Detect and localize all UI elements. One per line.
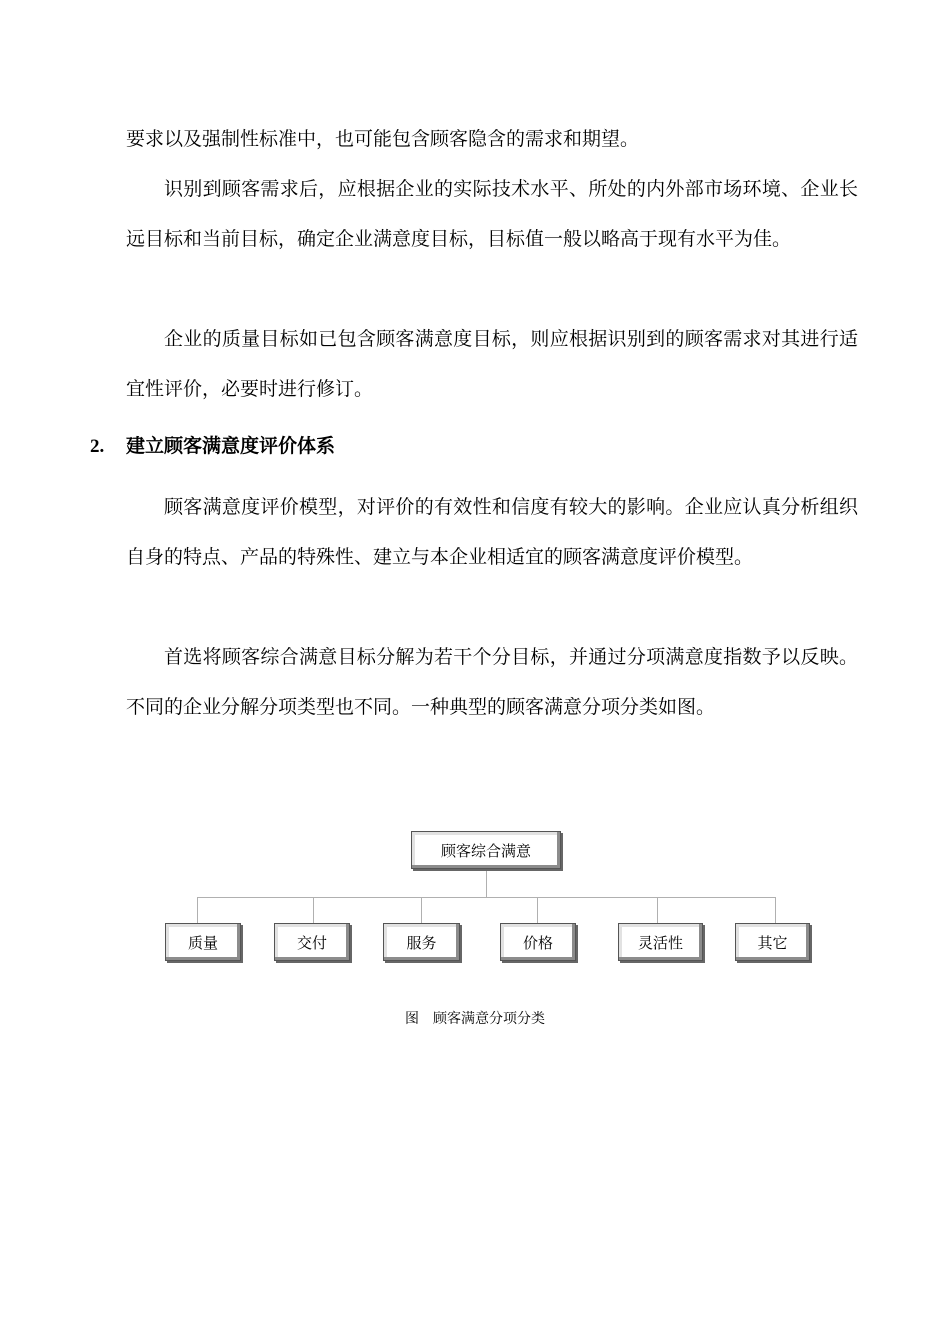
section-number: 2. [90, 436, 105, 457]
connector-child-6 [775, 897, 776, 923]
diagram-root-node: 顾客综合满意 [411, 831, 561, 869]
paragraph-quality-objectives: 企业的质量目标如已包含顾客满意度目标，则应根据识别到的顾客需求对其进行适宜性评价，必要时进行修订。 [126, 328, 858, 400]
paragraph-evaluation-model: 顾客满意度评价模型，对评价的有效性和信度有较大的影响。企业应认真分析组织自身的特点、产品的特殊性、建立与本企业相适宜的顾客满意度评价模型。 [126, 496, 858, 568]
connector-child-1 [197, 897, 198, 923]
diagram-node-other: 其它 [735, 923, 810, 961]
diagram-node-quality: 质量 [165, 923, 241, 961]
figure-caption: 图 顾客满意分项分类 [405, 1011, 545, 1027]
paragraph-continuation: 要求以及强制性标准中，也可能包含顾客隐含的需求和期望。 [126, 128, 640, 150]
connector-child-4 [537, 897, 538, 923]
diagram-node-flexibility: 灵活性 [618, 923, 703, 961]
connector-child-5 [657, 897, 658, 923]
connector-horizontal [197, 897, 776, 898]
connector-root-down [486, 868, 487, 897]
section-heading [90, 430, 335, 463]
paragraph-customer-needs: 识别到顾客需求后，应根据企业的实际技术水平、所处的内外部市场环境、企业长远目标和当前目标，确定企业满意度目标，目标值一般以略高于现有水平为佳。 [126, 178, 858, 250]
connector-child-2 [313, 897, 314, 923]
classification-diagram [0, 820, 950, 980]
paragraph-decomposition: 首选将顾客综合满意目标分解为若干个分目标，并通过分项满意度指数予以反映。不同的企业分解分项类型也不同。一种典型的顾客满意分项分类如图。 [126, 646, 858, 718]
diagram-node-price: 价格 [500, 923, 576, 961]
section-title: 建立顾客满意度评价体系 [126, 435, 336, 457]
diagram-node-delivery: 交付 [274, 923, 350, 961]
connector-child-3 [421, 897, 422, 923]
diagram-node-service: 服务 [383, 923, 460, 961]
